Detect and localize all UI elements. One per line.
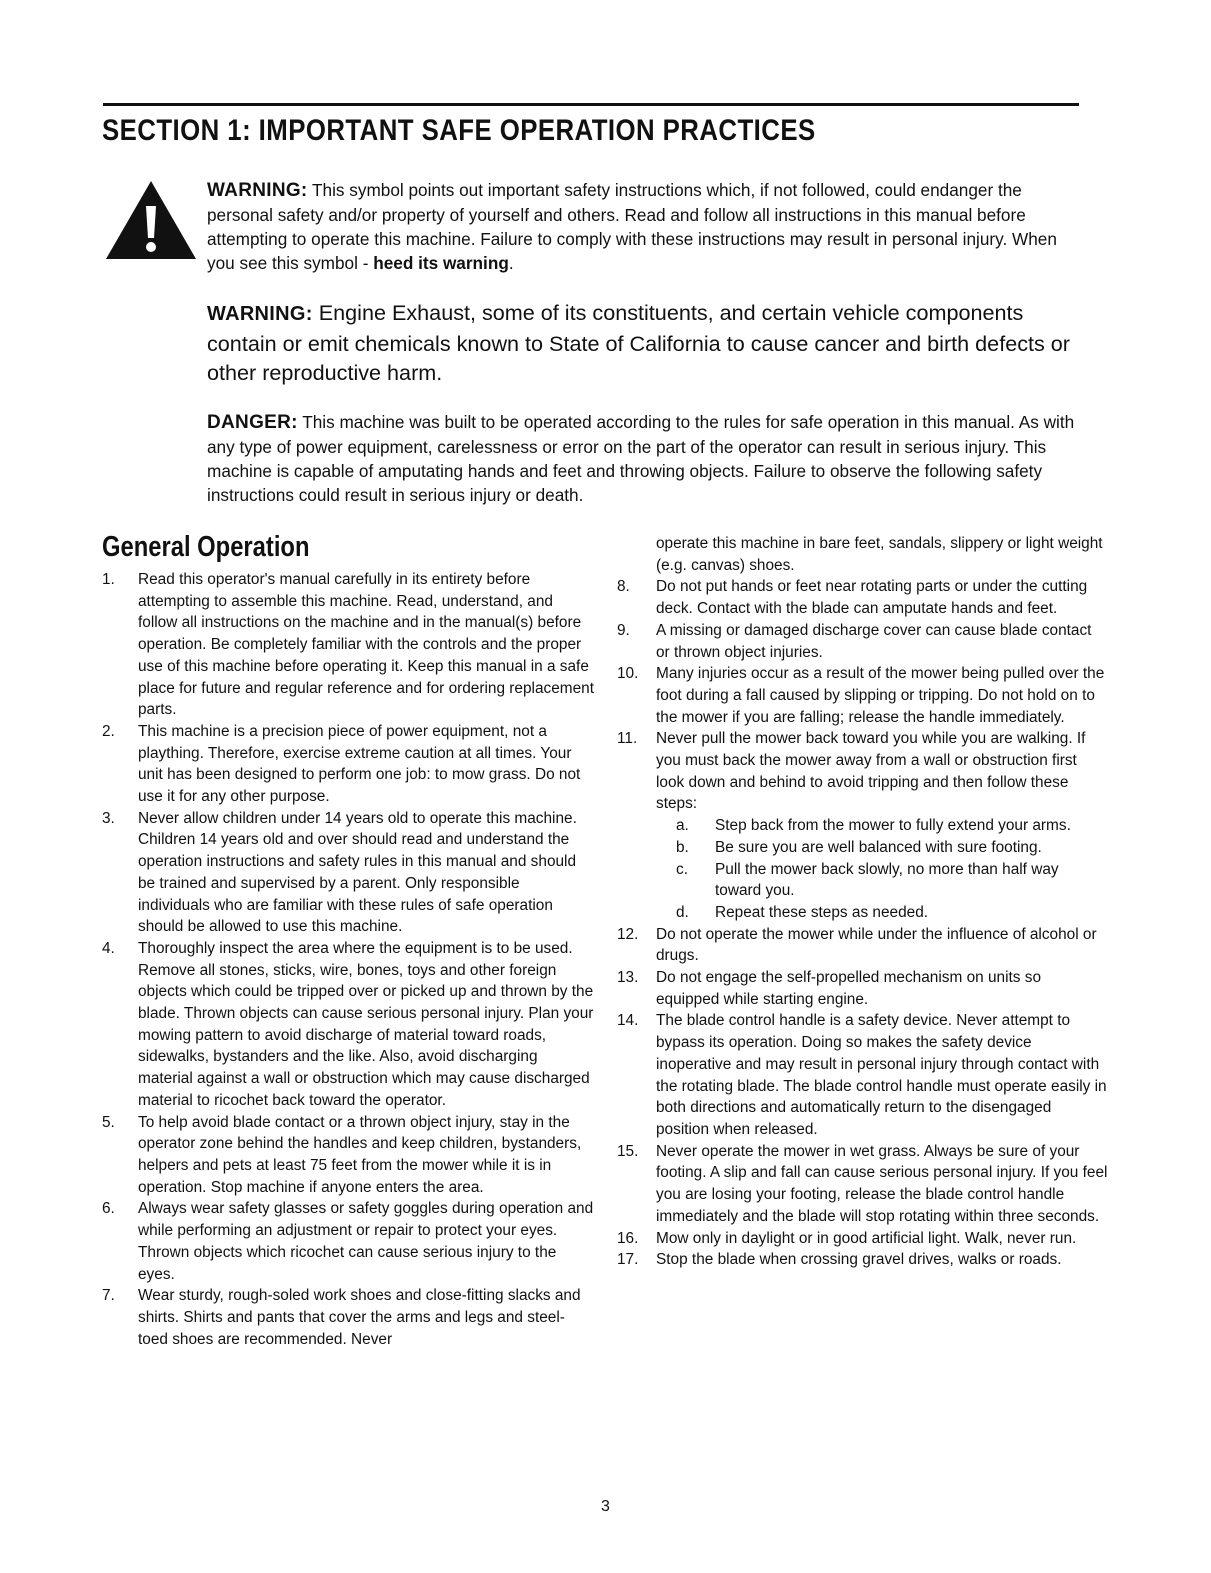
list-item: 16. Mow only in daylight or in good artificial light. Walk, never run. (617, 1229, 1077, 1247)
page-number: 3 (601, 1498, 610, 1515)
danger-label: DANGER: (207, 412, 298, 433)
list-item: 3. Never allow children under 14 years old to operate this machine. Children 14 years old and over should read and understand the operation instructions and safety rules in this manual and should be trained and supervised by a parent. Only responsible individuals who are familiar with these rules of safe operation should be allowed to use this machine. (102, 809, 577, 936)
section-title: SECTION 1: IMPORTANT SAFE OPERATION PRACTICES (102, 114, 816, 147)
warning-notice-california (207, 298, 1087, 387)
danger-text: This machine was built to be operated according to the rules for safe operation in this manual. As with any type of power equipment, carelessness or error on the part of the operator can result in serious injury. This machine is capable of amputating hands and feet and throwing objects. Failure to observe the following safety instructions could result in serious injury or death. (207, 412, 1075, 505)
left-column (102, 569, 594, 1350)
list-item: 12. Do not operate the mower while under the influence of alcohol or drugs. (617, 925, 1097, 965)
list-item: 14. The blade control handle is a safety device. Never attempt to bypass its operation. Doing so makes the safety device inoperative and may result in personal injury through contact with the rotating blade. The blade control handle must operate easily in both directions and automatically return to the disengaged position when released. (617, 1012, 1107, 1138)
list-item-continued: operate this machine in bare feet, sandals, slippery or light weight (e.g. canvas) shoes. (656, 535, 1103, 574)
list-item: 17. Stop the blade when crossing gravel drives, walks or roads. (617, 1251, 1062, 1269)
list-item: 15. Never operate the mower in wet grass. Always be sure of your footing. A slip and fall can cause serious personal injury. If you feel you are losing your footing, release the blade control handle immediately and the blade will stop rotating within three seconds. (617, 1142, 1108, 1225)
list-item: 11. Never pull the mower back toward you while you are walking. If you must back the mower away from a wall or obstruction first look down and behind to avoid tripping and then follow these steps: (617, 730, 1086, 813)
list-item: 10. Many injuries occur as a result of the mower being pulled over the foot during a fall caused by slipping or tripping. Do not hold on to the mower if you are falling; release the handle immediately. (617, 665, 1105, 726)
warning-emphasis: heed its warning (373, 253, 509, 273)
sub-step: d. Repeat these steps as needed. (676, 903, 929, 921)
warning-text: This symbol points out important safety instructions which, if not followed, could endanger the personal safety and/or property of yourself and others. Read and follow all instructions in this manual before attempting to operate this machine. Failure to comply with these instructions may result in personal injury. When you see this symbol - (207, 180, 1057, 273)
list-item: 8. Do not put hands or feet near rotating parts or under the cutting deck. Contact with the blade can amputate hands and feet. (617, 578, 1088, 618)
list-item: 6. Always wear safety glasses or safety goggles during operation and while performing an adjustment or repair to protect your eyes. Thrown objects which ricochet can cause serious injury to the eyes. (102, 1200, 594, 1283)
top-rule (103, 103, 1079, 106)
warning-label: WARNING: (207, 180, 308, 201)
sub-step: a. Step back from the mower to fully extend your arms. (676, 817, 1071, 835)
list-item: 2. This machine is a precision piece of power equipment, not a plaything. Therefore, exercise extreme caution at all times. Your unit has been designed to perform one job: to mow grass. Do not use it for any other purpose. (102, 722, 581, 806)
warning-tail: . (508, 253, 514, 273)
general-operation-heading: General Operation (102, 531, 310, 563)
warning-notice-symbol (207, 178, 1087, 275)
list-item: 1. Read this operator's manual carefully in its entirety before attempting to assemble this machine. Read, understand, and follow all instructions on the machine and in the manual(s) before operation. Be completely familiar with the controls and the proper use of this machine before operating it. Keep this manual in a safe place for future and regular reference and for ordering replacement parts. (102, 571, 595, 719)
sub-step: b. Be sure you are well balanced with sure footing. (676, 838, 1042, 856)
warning-text: Engine Exhaust, some of its constituents, and certain vehicle components contain or emit chemicals known to State of California to cause cancer and birth defects or other reproductive harm. (207, 300, 1070, 385)
warning-triangle-icon (103, 178, 199, 262)
list-item: 7. Wear sturdy, rough-soled work shoes and close-fitting slacks and shirts. Shirts and pants that cover the arms and legs and steel-toed shoes are recommended. Never (102, 1287, 581, 1348)
right-column (617, 533, 1108, 1271)
list-item: 5. To help avoid blade contact or a thrown object injury, stay in the operator zone behind the handles and keep children, bystanders, helpers and pets at least 75 feet from the mower while it is in operation. Stop machine if anyone enters the area. (102, 1113, 582, 1196)
sub-step: c. Pull the mower back slowly, no more than half way toward you. (676, 860, 1059, 900)
list-item: 4. Thoroughly inspect the area where the equipment is to be used. Remove all stones, sticks, wire, bones, toys and other foreign objects which could be tripped over or picked up and thrown by the blade. Thrown objects can cause serious personal injury. Plan your mowing pattern to avoid discharge of material toward roads, sidewalks, bystanders and the like. Also, avoid discharging material against a wall or obstruction which may cause discharged material to ricochet back toward the operator. (102, 939, 594, 1109)
list-item: 9. A missing or damaged discharge cover can cause blade contact or thrown object injuries. (617, 621, 1092, 661)
warning-label: WARNING: (207, 303, 313, 325)
danger-notice (207, 410, 1087, 507)
list-item: 13. Do not engage the self-propelled mechanism on units so equipped while starting engine. (617, 969, 1041, 1008)
